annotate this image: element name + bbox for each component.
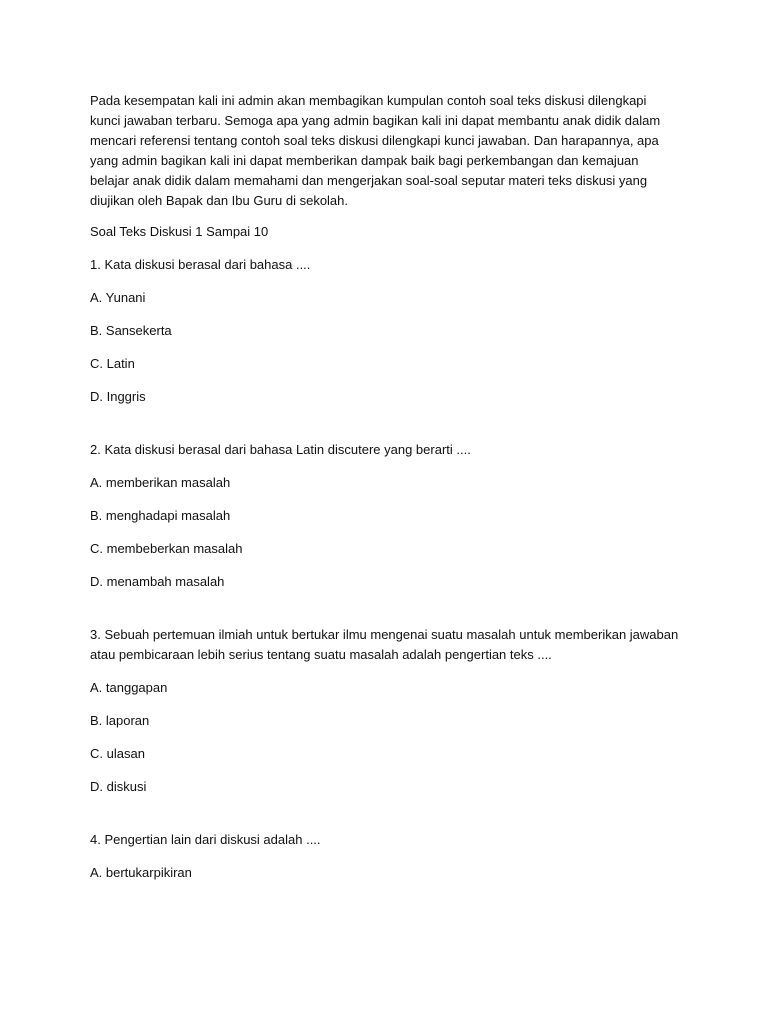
answer-option-b: B. Sansekerta (90, 323, 172, 338)
answer-option-d: D. Inggris (90, 389, 146, 404)
answer-options (90, 288, 680, 407)
question-1 (90, 255, 680, 407)
answer-options (90, 863, 680, 883)
answer-option-a: A. bertukarpikiran (90, 865, 192, 880)
question-text: 3. Sebuah pertemuan ilmiah untuk bertukar ilmu mengenai suatu masalah untuk memberikan jawaban atau pembicaraan lebih serius tentang suatu masalah adalah pengertian teks .... (90, 627, 679, 662)
question-text: 1. Kata diskusi berasal dari bahasa .... (90, 257, 311, 272)
answer-option-d: D. menambah masalah (90, 574, 225, 589)
question-text: 4. Pengertian lain dari diskusi adalah .... (90, 832, 321, 847)
question-text: 2. Kata diskusi berasal dari bahasa Latin discutere yang berarti .... (90, 442, 471, 457)
answer-option-c: C. Latin (90, 356, 135, 371)
answer-option-c: C. membeberkan masalah (90, 541, 243, 556)
answer-option-a: A. tanggapan (90, 680, 168, 695)
section-heading: Soal Teks Diskusi 1 Sampai 10 (90, 224, 269, 239)
answer-option-d: D. diskusi (90, 779, 147, 794)
answer-options (90, 473, 680, 592)
answer-option-a: A. memberikan masalah (90, 475, 231, 490)
answer-option-b: B. laporan (90, 713, 150, 728)
answer-options (90, 678, 680, 797)
answer-option-c: C. ulasan (90, 746, 145, 761)
document-page (90, 91, 680, 883)
answer-option-b: B. menghadapi masalah (90, 508, 231, 523)
question-4 (90, 830, 680, 883)
intro-paragraph: Pada kesempatan kali ini admin akan membagikan kumpulan contoh soal teks diskusi dilengkapi kunci jawaban terbaru. Semoga apa yang admin bagikan kali ini dapat membantu anak didik dalam mencari referensi tentang contoh soal teks diskusi dilengkapi kunci jawaban. Dan harapannya, apa yang admin bagikan kali ini dapat memberikan dampak baik bagi perkembangan dan kemajuan belajar anak didik dalam memahami dan mengerjakan soal-soal seputar materi teks diskusi yang diujikan oleh Bapak dan Ibu Guru di sekolah. (90, 93, 661, 208)
answer-option-a: A. Yunani (90, 290, 146, 305)
question-2 (90, 440, 680, 592)
question-3 (90, 625, 680, 797)
